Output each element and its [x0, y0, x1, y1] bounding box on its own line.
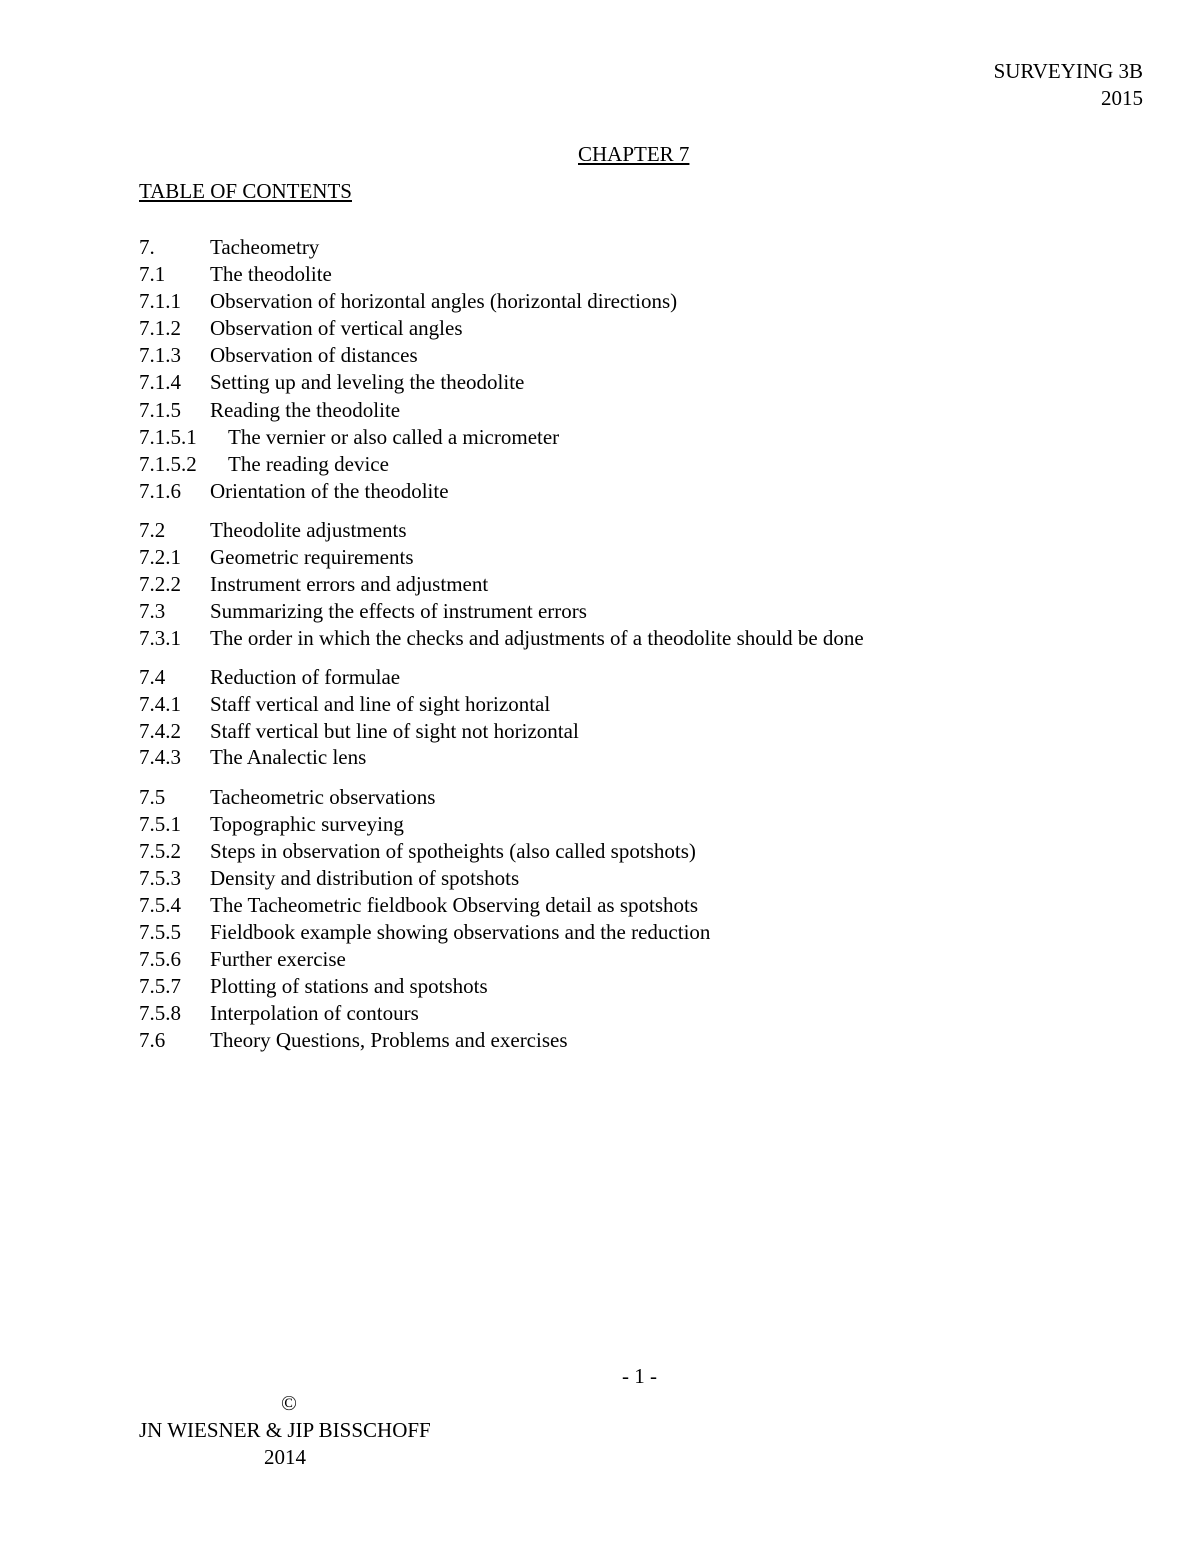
- toc-entry-title: Theodolite adjustments: [210, 518, 407, 542]
- toc-entry-title: Topographic surveying: [210, 812, 404, 836]
- toc-entry-number: 7.5.7: [139, 974, 181, 998]
- toc-entry-title: The Analectic lens: [210, 745, 367, 769]
- toc-entry-number: 7.1.3: [139, 343, 181, 367]
- toc-entry-number: 7.1.5.1: [139, 425, 197, 449]
- toc-entry-number: 7.2: [139, 518, 166, 542]
- toc-entry-number: 7.1: [139, 262, 166, 286]
- toc-entry-title: Observation of horizontal angles (horizontal directions): [210, 289, 678, 313]
- toc-entry-number: 7.5.1: [139, 812, 181, 836]
- toc-entry-title: The order in which the checks and adjustments of a theodolite should be done: [210, 626, 864, 650]
- toc-entry-number: 7.5.3: [139, 866, 181, 890]
- toc-entry-number: 7.1.5.2: [139, 452, 197, 476]
- toc-entry-number: 7.1.6: [139, 479, 181, 503]
- toc-entry-title: Reading the theodolite: [210, 398, 401, 422]
- toc-entry-title: Summarizing the effects of instrument errors: [210, 599, 587, 623]
- course-year: 2015: [1101, 86, 1143, 110]
- toc-entry-title: Steps in observation of spotheights (also called spotshots): [210, 839, 696, 863]
- toc-entry-title: Setting up and leveling the theodolite: [210, 370, 525, 394]
- page-number: - 1 -: [622, 1364, 657, 1388]
- toc-entry-number: 7.3: [139, 599, 166, 623]
- toc-entry-title: Observation of vertical angles: [210, 316, 463, 340]
- toc-entry-title: Staff vertical but line of sight not horizontal: [210, 719, 579, 743]
- toc-entry-number: 7.4.3: [139, 745, 181, 769]
- toc-entry-title: Interpolation of contours: [210, 1001, 419, 1025]
- course-title: SURVEYING 3B: [993, 59, 1143, 83]
- toc-entry-title: Density and distribution of spotshots: [210, 866, 520, 890]
- toc-entry-number: 7.1.2: [139, 316, 181, 340]
- toc-entry-title: Orientation of the theodolite: [210, 479, 449, 503]
- toc-entry-title: The vernier or also called a micrometer: [228, 425, 560, 449]
- toc-entry-number: 7.5.4: [139, 893, 181, 917]
- toc-entry-number: 7.4: [139, 665, 166, 689]
- toc-entry-number: 7.1.1: [139, 289, 181, 313]
- toc-entry-title: Observation of distances: [210, 343, 418, 367]
- toc-entry-title: Instrument errors and adjustment: [210, 572, 489, 596]
- toc-entry-title: Fieldbook example showing observations and the reduction: [210, 920, 711, 944]
- toc-entry-title: Reduction of formulae: [210, 665, 401, 689]
- toc-entry-number: 7.6: [139, 1028, 166, 1052]
- toc-entry-title: The theodolite: [210, 262, 332, 286]
- toc-entry-number: 7.5: [139, 785, 166, 809]
- toc-entry-title: Theory Questions, Problems and exercises: [210, 1028, 568, 1052]
- toc-entry-title: The reading device: [228, 452, 389, 476]
- toc-entry-number: 7.4.1: [139, 692, 181, 716]
- toc-entry-number: 7.2.2: [139, 572, 181, 596]
- toc-entry-title: Tacheometry: [210, 235, 320, 259]
- toc-entry-title: The Tacheometric fieldbook Observing detail as spotshots: [210, 893, 699, 917]
- toc-entry-number: 7.4.2: [139, 719, 181, 743]
- toc-entry-number: 7.5.6: [139, 947, 181, 971]
- toc-entry-number: 7.1.4: [139, 370, 181, 394]
- toc-entry-number: 7.5.5: [139, 920, 181, 944]
- toc-entry-title: Plotting of stations and spotshots: [210, 974, 488, 998]
- toc-entry-number: 7.2.1: [139, 545, 181, 569]
- toc-entry-title: Further exercise: [210, 947, 346, 971]
- toc-entry-number: 7.3.1: [139, 626, 181, 650]
- chapter-title: CHAPTER 7: [578, 142, 690, 166]
- copyright-symbol: ©: [281, 1391, 297, 1415]
- authors: JN WIESNER & JIP BISSCHOFF: [139, 1418, 431, 1442]
- toc-entry-title: Geometric requirements: [210, 545, 414, 569]
- copyright-year: 2014: [264, 1445, 306, 1469]
- toc-entry-number: 7.5.2: [139, 839, 181, 863]
- toc-entry-number: 7.1.5: [139, 398, 181, 422]
- toc-entry-number: 7.: [139, 235, 155, 259]
- toc-entry-title: Tacheometric observations: [210, 785, 436, 809]
- toc-entry-title: Staff vertical and line of sight horizontal: [210, 692, 551, 716]
- toc-entry-number: 7.5.8: [139, 1001, 181, 1025]
- toc-heading: TABLE OF CONTENTS: [139, 179, 352, 203]
